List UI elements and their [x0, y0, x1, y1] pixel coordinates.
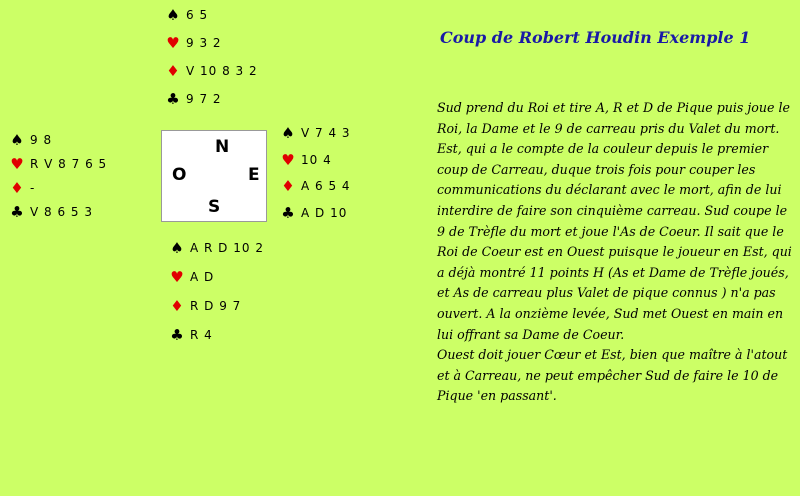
club-icon: ♣: [166, 90, 180, 108]
compass-east: E: [248, 165, 260, 185]
north-clubs-cards: 9 7 2: [186, 92, 222, 106]
club-icon: ♣: [10, 203, 24, 221]
compass-box: [161, 130, 267, 222]
spade-icon: ♠: [170, 239, 184, 257]
explanation-paragraph-1: Sud prend du Roi et tire A, R et D de Pique puis joue le Roi, la Dame et le 9 de carreau pris du Valet du mort. Est, qui a le compte de la couleur depuis le premier coup de Carreau, duque trois fois pour couper les communications du déclarant avec le mort, afin de lui interdire de faire son cinquième carreau. Sud coupe le 9 de Trèfle du mort et joue l'As de Coeur. Il sait que le Roi de Coeur est en Ouest puisque le joueur en Est, qui a déjà montré 11 points H (As et Dame de Trèfle joués, et As de carreau plus Valet de pique connus ) n'a pas ouvert. A la onzième levée, Sud met Ouest en main en lui offrant sa Dame de Coeur.: [437, 100, 792, 342]
south-spades-cards: A R D 10 2: [190, 241, 264, 255]
east-clubs-cards: A D 10: [301, 205, 348, 220]
diamond-icon: ♦: [166, 62, 180, 80]
west-clubs-cards: V 8 6 5 3: [30, 205, 94, 219]
west-spades-cards: 9 8: [30, 133, 53, 147]
west-diamonds-cards: -: [30, 181, 36, 195]
page-title: Coup de Robert Houdin Exemple 1: [440, 28, 751, 47]
compass-north: N: [215, 137, 230, 157]
club-icon: ♣: [170, 326, 184, 344]
club-icon: ♣: [281, 203, 295, 222]
east-hearts-cards: 10 4: [301, 152, 332, 167]
north-spades-cards: 6 5: [186, 8, 209, 22]
north-hearts-cards: 9 3 2: [186, 36, 222, 50]
south-clubs-cards: R 4: [190, 328, 213, 342]
diamond-icon: ♦: [10, 179, 24, 197]
spade-icon: ♠: [166, 6, 180, 24]
diamond-icon: ♦: [281, 177, 295, 195]
spade-icon: ♠: [281, 124, 295, 142]
explanation-paragraph-2: Ouest doit jouer Cœur et Est, bien que maître à l'atout et à Carreau, ne peut empêcher Sud de faire le 10 de Pique 'en passant'.: [437, 347, 788, 404]
heart-icon: ♥: [281, 150, 295, 169]
east-spades-cards: V 7 4 3: [301, 126, 351, 140]
compass-west: O: [172, 165, 187, 185]
west-hearts-cards: R V 8 7 6 5: [30, 157, 108, 171]
spade-icon: ♠: [10, 131, 24, 149]
compass-south: S: [208, 197, 221, 217]
heart-icon: ♥: [166, 34, 180, 52]
north-diamonds-cards: V 10 8 3 2: [186, 64, 258, 78]
diamond-icon: ♦: [170, 297, 184, 315]
south-hearts-cards: A D: [190, 270, 215, 284]
explanation-text: [437, 98, 797, 407]
east-diamonds-cards: A 6 5 4: [301, 179, 351, 193]
heart-icon: ♥: [170, 268, 184, 286]
heart-icon: ♥: [10, 155, 24, 173]
south-diamonds-cards: R D 9 7: [190, 299, 242, 313]
